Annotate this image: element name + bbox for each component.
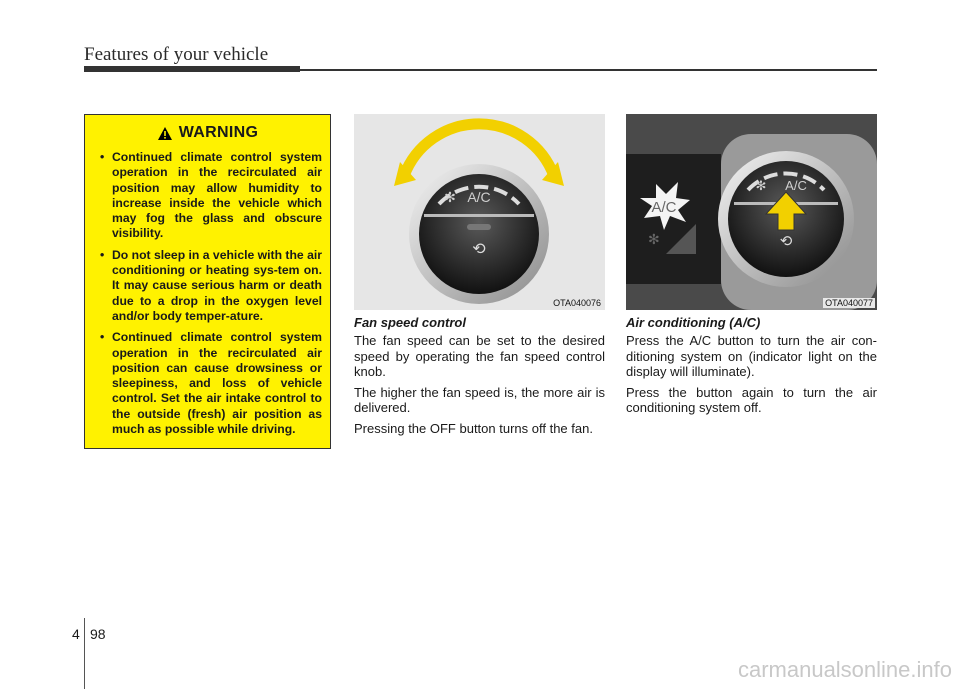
warning-header — [85, 124, 330, 142]
warning-item: • Continued climate control system operation in the recirculated air position may allow humidity to increase inside the vehicle which may fog the glass and obscure visibility. — [95, 150, 322, 242]
warning-triangle-icon — [157, 126, 173, 141]
paragraph: Press the A/C button to turn the air con-ditioning system on (indicator light on the display will illuminate). — [626, 333, 877, 379]
fan-speed-knob-figure — [354, 114, 605, 310]
figure-code: OTA040077 — [825, 298, 873, 308]
warning-title: WARNING — [178, 124, 259, 141]
watermark: carmanualsonline.info — [737, 657, 952, 682]
warning-item: • Continued climate control system operation in the recirculated air position can cause drowsiness or sleepiness, and loss of vehicle control. Set the air intake control to the outside (fresh) air position as much as possible while driving. — [95, 330, 322, 437]
fan-icon: ✻ — [444, 189, 456, 205]
air-conditioning-section — [626, 315, 877, 421]
paragraph: The higher the fan speed is, the more air is delivered. — [354, 384, 605, 415]
warning-box — [84, 114, 331, 449]
paragraph: Pressing the OFF button turns off the fan. — [354, 420, 593, 436]
chapter-number: 4 — [72, 626, 80, 642]
paragraph: The fan speed can be set to the desired speed by operating the fan speed control knob. — [354, 333, 605, 379]
fan-speed-section — [354, 315, 605, 441]
figure-code: OTA040076 — [553, 298, 601, 308]
footer-divider — [84, 618, 85, 689]
section-title: Fan speed control — [354, 315, 466, 330]
page-header-title: Features of your vehicle — [84, 44, 269, 65]
ac-label-text: A/C — [467, 189, 491, 205]
recirculation-icon: ⟲ — [472, 241, 486, 258]
page-number: 98 — [90, 626, 106, 642]
header-rule-thin — [300, 69, 877, 71]
paragraph: Press the button again to turn the air conditioning system off. — [626, 384, 877, 415]
knob-ac-text: A/C — [785, 178, 807, 193]
display-ac-text: A/C — [651, 199, 677, 216]
recirculation-icon: ⟲ — [779, 233, 793, 250]
knob-fan-icon: ✻ — [755, 178, 767, 193]
fan-knob-illustration — [354, 114, 605, 310]
display-fan-icon: ✻ — [648, 231, 660, 247]
warning-item: • Do not sleep in a vehicle with the air conditioning or heating sys-tem on. It may cause serious harm or death due to a drop in the oxygen level and/or body temper-ature. — [95, 248, 322, 324]
ac-panel-illustration — [626, 114, 877, 310]
warning-list — [85, 150, 330, 437]
section-title: Air conditioning (A/C) — [626, 315, 761, 330]
header-rule-thick — [84, 66, 300, 72]
ac-button-figure — [626, 114, 877, 310]
